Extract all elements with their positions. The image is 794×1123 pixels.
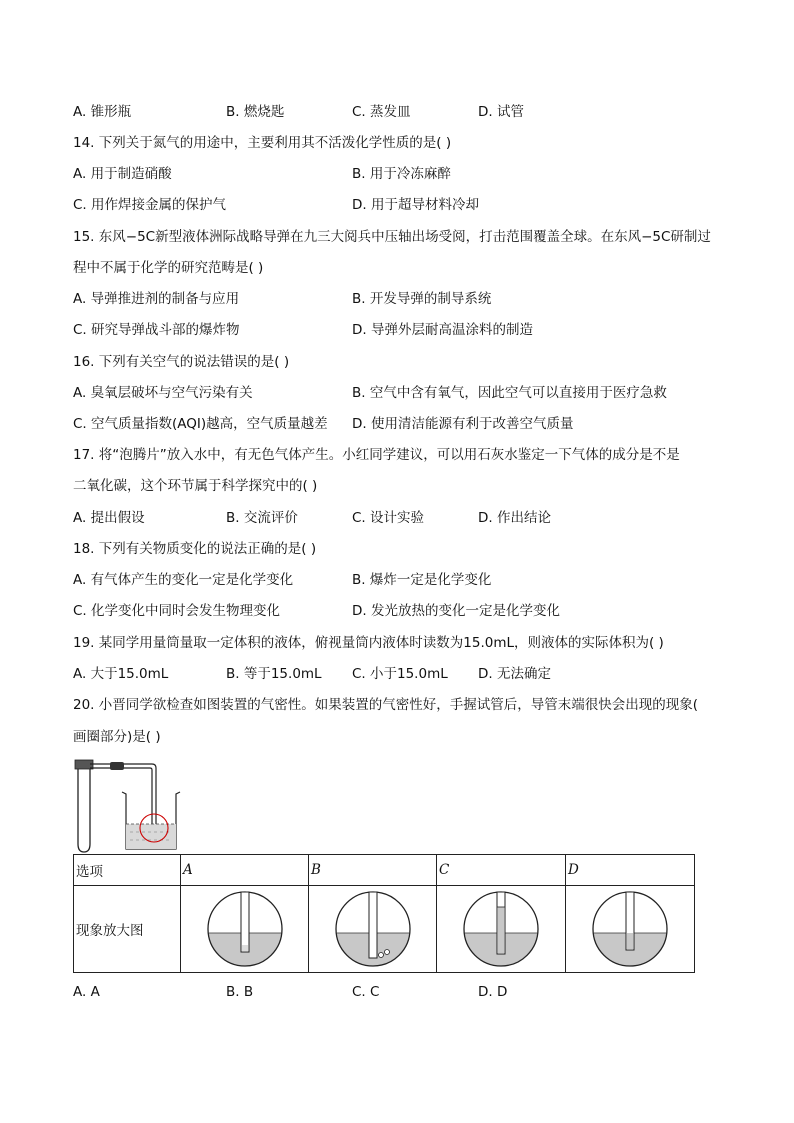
q14-option-a: A. 用于制造硝酸 xyxy=(73,166,172,182)
table-header-option: 选项 xyxy=(74,855,181,886)
q20-option-a: A. A xyxy=(73,984,100,1000)
q15-option-d: D. 导弹外层耐高温涂料的制造 xyxy=(352,322,533,338)
cell-a-image xyxy=(181,886,309,973)
q18-option-a: A. 有气体产生的变化一定是化学变化 xyxy=(73,572,294,588)
q13-option-a: A. 锥形瓶 xyxy=(73,104,132,120)
phenomenon-b-diagram xyxy=(333,889,413,969)
q18-option-c: C. 化学变化中同时会发生物理变化 xyxy=(73,603,281,619)
q17-option-d: D. 作出结论 xyxy=(478,510,551,526)
q19-option-c: C. 小于15.0mL xyxy=(352,666,448,682)
q19-option-d: D. 无法确定 xyxy=(478,666,551,682)
q16-option-a: A. 臭氧层破坏与空气污染有关 xyxy=(73,385,253,401)
cell-d-image xyxy=(566,886,695,973)
q16-option-c: C. 空气质量指数(AQI)越高，空气质量越差 xyxy=(73,416,328,432)
apparatus-figure xyxy=(70,754,190,854)
q14-option-c: C. 用作焊接金属的保护气 xyxy=(73,197,227,213)
q17-option-a: A. 提出假设 xyxy=(73,510,145,526)
table-header-b: B xyxy=(309,855,437,886)
q16-option-b: B. 空气中含有氧气，因此空气可以直接用于医疗急救 xyxy=(352,385,667,401)
q17-stem-line1: 17. 将“泡腾片”放入水中，有无色气体产生。小红同学建议，可以用石灰水鉴定一下气体的成分是不是 xyxy=(73,447,680,463)
q15-option-b: B. 开发导弹的制导系统 xyxy=(352,291,492,307)
q20-option-d: D. D xyxy=(478,984,508,1000)
q19-option-a: A. 大于15.0mL xyxy=(73,666,169,682)
table-header-a: A xyxy=(181,855,309,886)
q13-option-c: C. 蒸发皿 xyxy=(352,104,411,120)
q18-option-d: D. 发光放热的变化一定是化学变化 xyxy=(352,603,560,619)
table-row-label: 现象放大图 xyxy=(74,886,181,973)
q20-options-table xyxy=(73,854,695,973)
cell-c-image xyxy=(437,886,566,973)
q15-option-c: C. 研究导弹战斗部的爆炸物 xyxy=(73,322,240,338)
q17-option-b: B. 交流评价 xyxy=(226,510,298,526)
q15-stem-line1: 15. 东风−5C新型液体洲际战略导弹在九三大阅兵中压轴出场受阅，打击范围覆盖全球。在东风−5C研制过 xyxy=(73,229,711,245)
q13-option-d: D. 试管 xyxy=(478,104,524,120)
q15-option-a: A. 导弹推进剂的制备与应用 xyxy=(73,291,240,307)
phenomenon-d-diagram xyxy=(590,889,670,969)
q19-stem: 19. 某同学用量筒量取一定体积的液体，俯视量筒内液体时读数为15.0mL，则液体的实际体积为( ) xyxy=(73,635,664,651)
q20-stem-line2: 画圈部分)是( ) xyxy=(73,729,161,745)
cell-b-image xyxy=(309,886,437,973)
q20-stem-line1: 20. 小晋同学欲检查如图装置的气密性。如果装置的气密性好，手握试管后，导管末端很快会出现的现象( xyxy=(73,697,699,713)
q13-option-b: B. 燃烧匙 xyxy=(226,104,285,120)
q20-option-c: C. C xyxy=(352,984,380,1000)
q15-stem-line2: 程中不属于化学的研究范畴是( ) xyxy=(73,260,264,276)
q18-stem: 18. 下列有关物质变化的说法正确的是( ) xyxy=(73,541,317,557)
q16-option-d: D. 使用清洁能源有利于改善空气质量 xyxy=(352,416,574,432)
q14-option-d: D. 用于超导材料冷却 xyxy=(352,197,479,213)
q18-option-b: B. 爆炸一定是化学变化 xyxy=(352,572,492,588)
q17-option-c: C. 设计实验 xyxy=(352,510,425,526)
q17-stem-line2: 二氧化碳，这个环节属于科学探究中的( ) xyxy=(73,478,318,494)
q19-option-b: B. 等于15.0mL xyxy=(226,666,322,682)
table-header-d: D xyxy=(566,855,695,886)
q16-stem: 16. 下列有关空气的说法错误的是( ) xyxy=(73,354,290,370)
q20-option-b: B. B xyxy=(226,984,254,1000)
phenomenon-c-diagram xyxy=(461,889,541,969)
q14-option-b: B. 用于冷冻麻醉 xyxy=(352,166,451,182)
phenomenon-a-diagram xyxy=(205,889,285,969)
table-header-c: C xyxy=(437,855,566,886)
q14-stem: 14. 下列关于氮气的用途中，主要利用其不活泼化学性质的是( ) xyxy=(73,135,452,151)
